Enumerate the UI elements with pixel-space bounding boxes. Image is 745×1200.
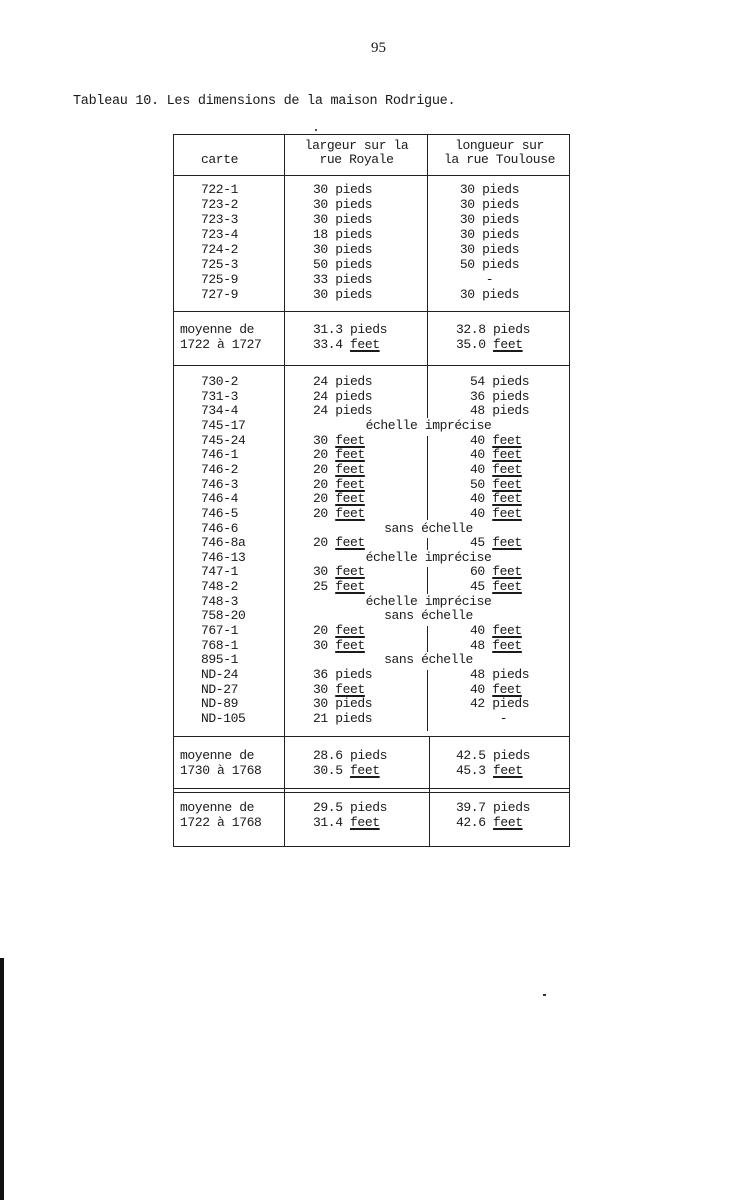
largeur-value: 30: [313, 432, 328, 448]
longueur-cell: 30 pieds: [459, 227, 520, 242]
largeur-value: 20: [313, 505, 328, 521]
avg3-largeur-feet-value: 31.4: [313, 815, 343, 830]
carte-cell: 746-2: [201, 461, 239, 477]
largeur-cell: [313, 507, 365, 522]
largeur-cell: [313, 492, 365, 507]
page-number: 95: [371, 40, 386, 56]
carte-cell: 722-1: [201, 182, 239, 197]
feet-unit: feet: [335, 432, 365, 448]
longueur-value: 45: [470, 535, 485, 551]
largeur-cell: 24 pieds: [313, 388, 373, 404]
largeur-value: 20: [313, 476, 328, 492]
scale-note: échelle imprécise: [365, 593, 492, 609]
largeur-value: 20: [313, 535, 328, 551]
carte-cell: 748-2: [201, 579, 239, 595]
carte-cell: 723-3: [201, 212, 239, 227]
row-separator: [174, 736, 569, 737]
longueur-cell: [470, 478, 522, 493]
carte-cell: ND-24: [201, 667, 239, 682]
column-divider: [427, 135, 428, 311]
avg1-longueur-feet: [456, 338, 523, 353]
largeur-value: 20: [313, 623, 328, 639]
longueur-value: 40: [470, 505, 485, 521]
feet-unit: feet: [350, 815, 380, 830]
middle-divider-segment: [427, 366, 428, 418]
largeur-cell: 30 pieds: [313, 212, 373, 227]
avg1-label-line2: 1722 à 1727: [180, 337, 262, 352]
avg2-largeur-pieds: 28.6 pieds: [313, 748, 388, 763]
longueur-value: 40: [470, 623, 485, 639]
header-separator: [174, 175, 569, 176]
feet-unit: feet: [493, 337, 523, 352]
longueur-cell: 50 pieds: [459, 257, 520, 272]
longueur-value: 45: [470, 579, 485, 595]
largeur-cell: [313, 639, 365, 654]
feet-unit: feet: [335, 535, 365, 551]
feet-unit: feet: [492, 491, 522, 507]
largeur-value: 30: [313, 564, 328, 580]
carte-cell: 746-13: [201, 549, 246, 565]
feet-unit: feet: [335, 681, 365, 697]
largeur-value: 20: [313, 461, 328, 477]
header-largeur-line2: rue Royale: [319, 152, 394, 167]
carte-cell: 895-1: [201, 652, 239, 668]
avg1-largeur-feet-value: 33.4: [313, 337, 343, 352]
largeur-cell: 30 pieds: [313, 696, 373, 712]
longueur-value: 40: [470, 447, 485, 463]
feet-unit: feet: [492, 476, 522, 492]
avg3-label-line1: moyenne de: [180, 800, 255, 815]
column-divider: [284, 736, 285, 846]
largeur-value: 30: [313, 637, 328, 653]
feet-unit: feet: [492, 637, 522, 653]
carte-cell: 725-9: [201, 272, 239, 287]
longueur-cell: -: [485, 272, 494, 287]
longueur-cell: [470, 536, 522, 551]
carte-cell: 768-1: [201, 637, 239, 653]
largeur-value: 25: [313, 579, 328, 595]
longueur-cell: [470, 434, 522, 449]
feet-unit: feet: [335, 476, 365, 492]
carte-cell: 731-3: [201, 388, 239, 404]
avg2-longueur-pieds: 42.5 pieds: [456, 748, 531, 763]
longueur-cell: [470, 683, 522, 698]
avg3-longueur-feet-value: 42.6: [456, 815, 486, 830]
largeur-cell: 24 pieds: [313, 374, 373, 389]
header-largeur-line1: largeur sur la: [304, 138, 409, 153]
feet-unit: feet: [335, 505, 365, 521]
longueur-cell: [470, 639, 522, 654]
feet-unit: feet: [492, 579, 522, 595]
largeur-cell: [313, 683, 365, 698]
longueur-value: 60: [470, 564, 485, 580]
header-longueur-line2: la rue Toulouse: [443, 152, 556, 167]
middle-divider-segment: [427, 670, 428, 731]
avg3-longueur-feet: [456, 816, 523, 831]
largeur-cell: 50 pieds: [313, 257, 373, 272]
largeur-cell: [313, 536, 365, 551]
longueur-cell: 48 pieds: [470, 403, 530, 419]
feet-unit: feet: [335, 461, 365, 477]
feet-unit: feet: [335, 579, 365, 595]
carte-cell: 746-6: [201, 520, 239, 536]
feet-unit: feet: [335, 623, 365, 639]
feet-unit: feet: [492, 623, 522, 639]
carte-cell: 723-2: [201, 197, 239, 212]
feet-unit: feet: [492, 681, 522, 697]
largeur-value: 30: [313, 681, 328, 697]
longueur-cell: -: [499, 710, 508, 726]
carte-cell: ND-105: [201, 710, 246, 726]
largeur-cell: 30 pieds: [313, 182, 373, 197]
column-divider: [284, 311, 285, 366]
carte-cell: ND-89: [201, 696, 239, 712]
largeur-cell: [313, 463, 365, 478]
longueur-cell: [470, 565, 522, 580]
feet-unit: feet: [492, 505, 522, 521]
feet-unit: feet: [335, 491, 365, 507]
column-divider: [284, 135, 285, 311]
feet-unit: feet: [493, 763, 523, 778]
largeur-cell: [313, 478, 365, 493]
avg1-label-line1: moyenne de: [180, 322, 255, 337]
middle-divider-segment: [427, 538, 428, 550]
carte-cell: 746-8a: [201, 535, 246, 551]
carte-cell: 747-1: [201, 564, 239, 580]
feet-unit: feet: [492, 447, 522, 463]
feet-unit: feet: [335, 564, 365, 580]
longueur-cell: [470, 624, 522, 639]
row-separator: [174, 311, 569, 312]
largeur-cell: 36 pieds: [313, 667, 373, 682]
double-separator-top: [174, 788, 569, 789]
carte-cell: 748-3: [201, 593, 239, 609]
avg1-largeur-feet: [313, 338, 380, 353]
carte-cell: 724-2: [201, 242, 239, 257]
largeur-cell: 30 pieds: [313, 287, 373, 302]
longueur-value: 40: [470, 681, 485, 697]
longueur-cell: 30 pieds: [459, 212, 520, 227]
feet-unit: feet: [492, 564, 522, 580]
largeur-value: 20: [313, 447, 328, 463]
speck-mark: [315, 129, 317, 131]
feet-unit: feet: [335, 637, 365, 653]
header-longueur-line1: longueur sur: [455, 138, 544, 153]
largeur-cell: [313, 580, 365, 595]
longueur-cell: [470, 492, 522, 507]
scale-note: sans échelle: [384, 608, 473, 624]
dimensions-table: [173, 134, 570, 847]
avg3-longueur-pieds: 39.7 pieds: [456, 800, 531, 815]
avg1-largeur-pieds: 31.3 pieds: [313, 322, 388, 337]
double-separator-bottom: [174, 792, 569, 793]
longueur-cell: 30 pieds: [459, 287, 520, 302]
avg3-label-line2: 1722 à 1768: [180, 815, 262, 830]
feet-unit: feet: [350, 337, 380, 352]
largeur-cell: [313, 565, 365, 580]
longueur-cell: 30 pieds: [459, 197, 520, 212]
carte-cell: 725-3: [201, 257, 239, 272]
largeur-value: 20: [313, 491, 328, 507]
scale-note: sans échelle: [384, 652, 473, 668]
avg1-longueur-feet-value: 35.0: [456, 337, 486, 352]
middle-divider-segment: [427, 567, 428, 593]
largeur-cell: [313, 448, 365, 463]
carte-cell: 746-4: [201, 491, 239, 507]
largeur-cell: 18 pieds: [313, 227, 373, 242]
avg2-largeur-feet: [313, 764, 380, 779]
longueur-cell: 48 pieds: [470, 667, 530, 682]
column-divider: [429, 736, 430, 846]
row-separator: [174, 365, 569, 366]
carte-cell: 730-2: [201, 374, 239, 389]
table-caption: Tableau 10. Les dimensions de la maison Rodrigue.: [73, 94, 456, 109]
avg2-longueur-feet: [456, 764, 523, 779]
carte-cell: 734-4: [201, 403, 239, 419]
header-carte: carte: [201, 152, 239, 167]
speck-mark: [543, 994, 546, 996]
carte-cell: 758-20: [201, 608, 246, 624]
avg3-largeur-feet: [313, 816, 380, 831]
avg1-longueur-pieds: 32.8 pieds: [456, 322, 531, 337]
carte-cell: 745-17: [201, 417, 246, 433]
middle-divider-segment: [427, 436, 428, 521]
scale-note: échelle imprécise: [365, 417, 492, 433]
longueur-cell: [470, 507, 522, 522]
scale-note: échelle imprécise: [365, 549, 492, 565]
longueur-cell: [470, 580, 522, 595]
carte-cell: 746-1: [201, 447, 239, 463]
feet-unit: feet: [492, 535, 522, 551]
feet-unit: feet: [492, 461, 522, 477]
avg2-largeur-feet-value: 30.5: [313, 763, 343, 778]
largeur-cell: 30 pieds: [313, 197, 373, 212]
avg3-largeur-pieds: 29.5 pieds: [313, 800, 388, 815]
largeur-cell: 21 pieds: [313, 710, 373, 726]
middle-divider-segment: [427, 626, 428, 652]
column-divider: [427, 311, 428, 366]
longueur-cell: [470, 463, 522, 478]
feet-unit: feet: [350, 763, 380, 778]
feet-unit: feet: [493, 815, 523, 830]
largeur-cell: [313, 434, 365, 449]
largeur-cell: [313, 624, 365, 639]
scan-edge-mark: [0, 958, 4, 1200]
carte-cell: 745-24: [201, 432, 246, 448]
avg2-label-line1: moyenne de: [180, 748, 255, 763]
carte-cell: 727-9: [201, 287, 239, 302]
largeur-cell: 30 pieds: [313, 242, 373, 257]
longueur-value: 40: [470, 461, 485, 477]
avg2-longueur-feet-value: 45.3: [456, 763, 486, 778]
carte-cell: 746-3: [201, 476, 239, 492]
longueur-cell: 30 pieds: [459, 242, 520, 257]
longueur-cell: [470, 448, 522, 463]
scale-note: sans échelle: [384, 520, 473, 536]
carte-cell: 767-1: [201, 623, 239, 639]
largeur-cell: 24 pieds: [313, 403, 373, 419]
carte-cell: 723-4: [201, 227, 239, 242]
longueur-value: 40: [470, 432, 485, 448]
longueur-cell: 54 pieds: [470, 374, 530, 389]
carte-cell: 746-5: [201, 505, 239, 521]
longueur-value: 48: [470, 637, 485, 653]
longueur-cell: 42 pieds: [470, 696, 530, 712]
feet-unit: feet: [335, 447, 365, 463]
avg2-label-line2: 1730 à 1768: [180, 763, 262, 778]
longueur-value: 40: [470, 491, 485, 507]
longueur-cell: 36 pieds: [470, 388, 530, 404]
longueur-value: 50: [470, 476, 485, 492]
carte-cell: ND-27: [201, 681, 239, 697]
longueur-cell: 30 pieds: [459, 182, 520, 197]
feet-unit: feet: [492, 432, 522, 448]
largeur-cell: 33 pieds: [313, 272, 373, 287]
